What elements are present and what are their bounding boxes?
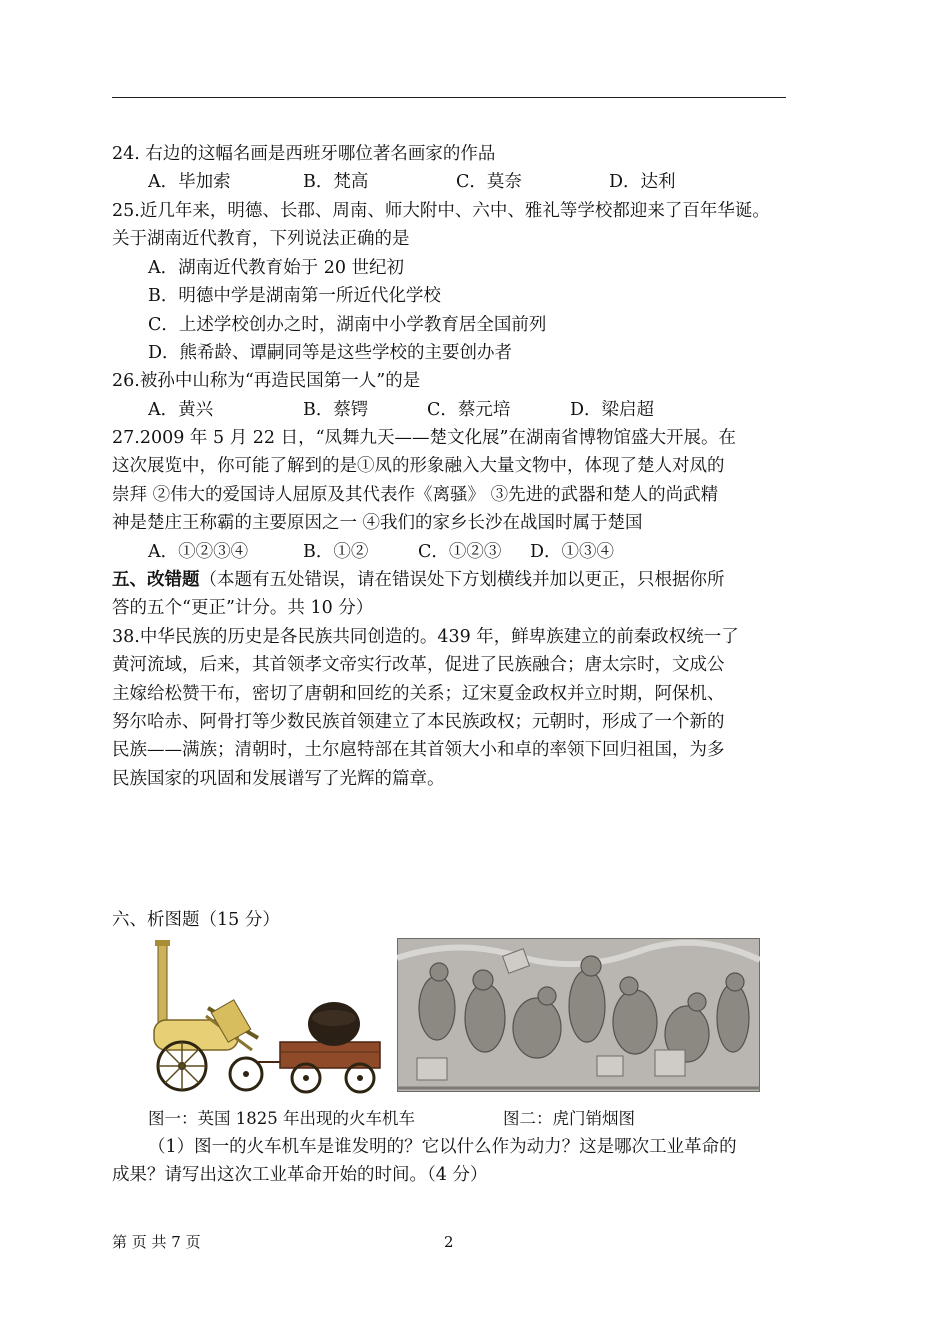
q26-option-c: C．蔡元培 — [427, 400, 511, 420]
q26-option-d: D．梁启超 — [570, 400, 655, 420]
q38-line-2: 黄河流域，后来，其首领孝文帝实行改革，促进了民族融合；唐太宗时，文成公 — [112, 655, 725, 675]
q38-line-4: 努尔哈赤、阿骨打等少数民族首领建立了本民族政权；元朝时，形成了一个新的 — [112, 712, 725, 732]
q38-line-3: 主嫁给松赞干布，密切了唐朝和回纥的关系；辽宋夏金政权并立时期，阿保机、 — [112, 684, 725, 704]
q38-line-1: 38.中华民族的历史是各民族共同创造的。439 年，鲜卑族建立的前秦政权统一了 — [112, 627, 739, 647]
q27-option-c: C．①②③ — [418, 542, 502, 562]
q25-line-1: 25.近几年来，明德、长郡、周南、师大附中、六中、雅礼等学校都迎来了百年华诞。 — [112, 201, 770, 221]
q25-option-a: A．湖南近代教育始于 20 世纪初 — [148, 258, 405, 278]
q24-option-a: A．毕加索 — [148, 172, 231, 192]
q27-line-1: 27.2009 年 5 月 22 日，“凤舞九天——楚文化展”在湖南省博物馆盛大开展。在 — [112, 428, 736, 448]
q38-line-6: 民族国家的巩固和发展谱写了光辉的篇章。 — [112, 769, 445, 789]
figure1-caption: 图一：英国 1825 年出现的火车机车 — [148, 1109, 415, 1128]
q24-text: 24. 右边的这幅名画是西班牙哪位著名画家的作品 — [112, 144, 496, 164]
q24-option-b: B．梵高 — [303, 172, 369, 192]
q25-option-d: D．熊希龄、谭嗣同等是这些学校的主要创办者 — [148, 343, 513, 363]
section6-q1-line-1: （1）图一的火车机车是谁发明的？它以什么作为动力？这是哪次工业革命的 — [148, 1137, 737, 1157]
q26-text: 26.被孙中山称为“再造民国第一人”的是 — [112, 371, 421, 391]
section6-title: 六、析图题（15 分） — [112, 910, 280, 930]
q25-line-2: 关于湖南近代教育，下列说法正确的是 — [112, 229, 410, 249]
q25-option-c: C．上述学校创办之时，湖南中小学教育居全国前列 — [148, 315, 547, 335]
q27-line-4: 神是楚庄王称霸的主要原因之一 ④我们的家乡长沙在战国时属于楚国 — [112, 513, 643, 533]
q27-line-3: 崇拜 ②伟大的爱国诗人屈原及其代表作《离骚》 ③先进的武器和楚人的尚武精 — [112, 485, 719, 505]
locomotive-figure — [148, 938, 390, 1096]
q27-line-2: 这次展览中，你可能了解到的是①凤的形象融入大量文物中，体现了楚人对凤的 — [112, 456, 725, 476]
q24-option-c: C．莫奈 — [456, 172, 522, 192]
q26-option-a: A．黄兴 — [148, 400, 214, 420]
q27-option-b: B．①② — [303, 542, 369, 562]
section5-line-2: 答的五个“更正”计分。共 10 分） — [112, 598, 374, 618]
section5-line-1 — [112, 566, 725, 594]
section5-title: 五、改错题 — [112, 570, 200, 590]
q24-option-d: D．达利 — [609, 172, 676, 192]
header-rule — [112, 97, 786, 98]
q27-option-d: D．①③④ — [530, 542, 615, 562]
section6-q1-line-2: 成果？请写出这次工业革命开始的时间。（4 分） — [112, 1165, 488, 1185]
figure2-caption: 图二：虎门销烟图 — [503, 1109, 635, 1128]
q27-option-a: A．①②③④ — [148, 542, 249, 562]
q38-line-5: 民族——满族；清朝时，土尔扈特部在其首领大小和卓的率领下回归祖国，为多 — [112, 740, 725, 760]
footer-page-number: 2 — [444, 1233, 454, 1251]
footer-page-info: 第 页 共 7 页 — [112, 1233, 201, 1251]
q26-option-b: B．蔡锷 — [303, 400, 369, 420]
q25-option-b: B．明德中学是湖南第一所近代化学校 — [148, 286, 441, 306]
section5-instructions: （本题有五处错误，请在错误处下方划横线并加以更正，只根据你所 — [199, 570, 725, 590]
humen-relief-figure — [397, 938, 760, 1092]
